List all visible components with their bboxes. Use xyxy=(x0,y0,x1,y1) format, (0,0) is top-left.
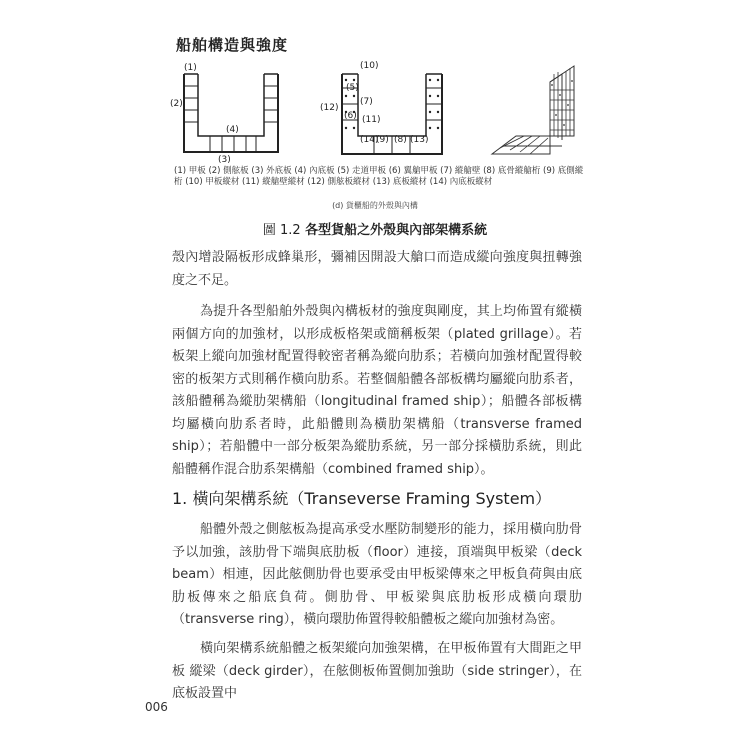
fig-label-11: (11) xyxy=(362,115,381,125)
fig-label-3: (3) xyxy=(218,155,231,165)
fig-label-10: (10) xyxy=(360,61,379,71)
paragraph-longitudinal-girders: 橫向架構系統船體之板架縱向加強架構，在甲板佈置有大間距之甲板 縱梁（deck girder），在舷側板佈置側加強助（side stringer），在底板設置中 xyxy=(172,641,582,701)
figure-sub-caption: (d) 貨櫃船的外殼與內構 xyxy=(332,201,418,210)
paragraph-transverse-framing: 船體外殼之側舷板為提高承受水壓防制變形的能力，採用橫向肋骨予以加強，該肋骨下端與底肋板（floor）連接，頂端與甲板梁（deck beam）相連，因此舷側肋骨也要承受由甲板梁傳來之甲板負荷與由底肋板傳來之船底負荷。側肋骨、甲板梁與底肋板形成橫向環肋（transverse ring），橫向環肋佈置得較船體板之縱向加強材為密。 xyxy=(172,522,582,627)
fig-label-6: (6) xyxy=(344,111,357,121)
fig-label-9: (9) xyxy=(376,135,389,145)
fig-label-14: (14) xyxy=(360,135,379,145)
fig-label-13: (13) xyxy=(410,135,429,145)
section-heading: 1. 橫向架構系統（Transeverse Framing System） xyxy=(172,489,552,508)
ship-cross-section-drawings xyxy=(170,60,590,170)
fig-label-4: (4) xyxy=(226,125,239,135)
right-isometric-drawing xyxy=(492,66,574,154)
paragraph-continuation: 殼內增設隔板形成蜂巢形，彌補因開設大艙口而造成縱向強度與扭轉強度之不足。 xyxy=(172,250,582,288)
figure-legend: (1) 甲板 (2) 側舷板 (3) 外底板 (4) 內底板 (5) 走道甲板 (6) 翼艙甲板 (7) 縱艙壁 (8) 底骨縱艙桁 (9) 底側縱桁 (10) 甲板縱材 (11) 縱艙壁縱材 (12) 側舷板縱材 (13) 底板縱材 (14) 內底板縱材 xyxy=(174,166,584,187)
figure-title: 各型貨船之外殼與內部架構系統 xyxy=(305,223,488,238)
figure-caption xyxy=(0,219,750,238)
fig-label-8: (8) xyxy=(394,135,407,145)
fig-label-7: (7) xyxy=(360,97,373,107)
left-section-drawing xyxy=(184,74,278,152)
fig-label-12: (12) xyxy=(320,103,339,113)
fig-label-2: (2) xyxy=(170,99,183,109)
fig-label-5: (5) xyxy=(346,83,359,93)
running-head: 船舶構造與強度 xyxy=(176,36,289,54)
paragraph-grillage: 為提升各型船舶外殼與內構板材的強度與剛度，其上均佈置有縱橫兩個方向的加強材，以形成板格架或簡稱板架（plated grillage）。若板架上縱向加強材配置得較密者稱為縱向肋系；若橫向加強材配置得較密的板架方式則稱作橫向肋系。若整個船體各部板構均屬縱向肋系者，該船體稱為縱肋架構船（longitudinal framed ship）；船體各部板構均屬橫向肋系者時，此船體則為橫肋架構船（transverse framed ship）；若船體中一部分板架為縱肋系統，另一部分採橫肋系統，則此船體稱作混合肋系架構船（combined framed ship）。 xyxy=(172,304,582,477)
fig-label-1: (1) xyxy=(184,63,197,73)
figure-number: 圖 1.2 xyxy=(262,223,301,238)
page-number: 006 xyxy=(145,700,168,714)
